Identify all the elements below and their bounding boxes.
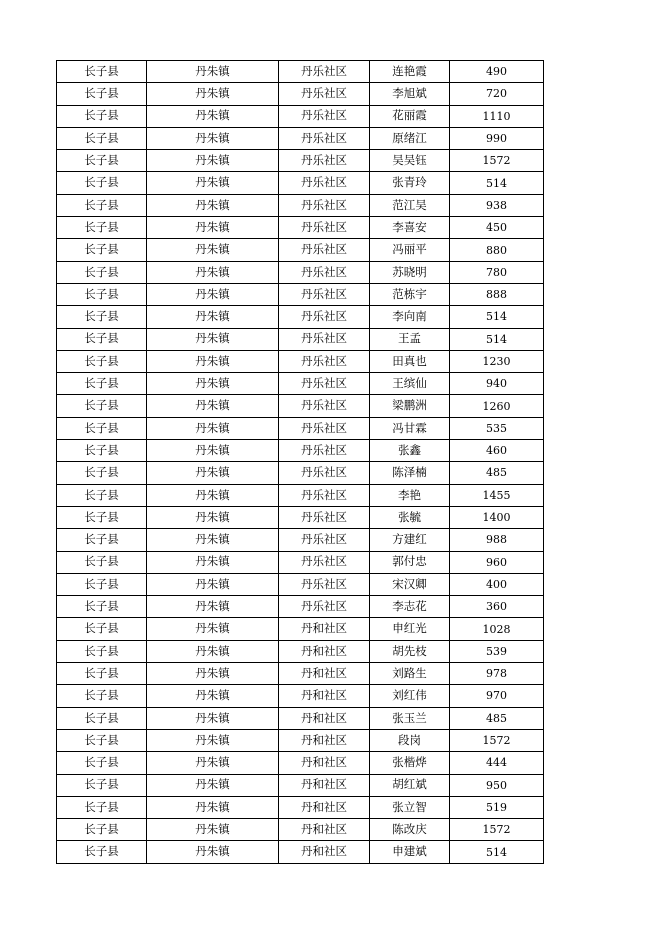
town-cell: 丹朱镇 <box>147 796 279 818</box>
amount-cell: 450 <box>450 217 544 239</box>
county-cell: 长子县 <box>57 261 147 283</box>
county-cell: 长子县 <box>57 462 147 484</box>
name-cell: 冯丽平 <box>370 239 450 261</box>
table-row <box>57 239 544 261</box>
name-cell: 范栋宇 <box>370 283 450 305</box>
community-cell: 丹乐社区 <box>279 596 370 618</box>
community-cell: 丹乐社区 <box>279 261 370 283</box>
table-row <box>57 707 544 729</box>
county-cell: 长子县 <box>57 373 147 395</box>
county-cell: 长子县 <box>57 172 147 194</box>
name-cell: 吴吴钰 <box>370 150 450 172</box>
town-cell: 丹朱镇 <box>147 663 279 685</box>
community-cell: 丹乐社区 <box>279 350 370 372</box>
table-row <box>57 841 544 863</box>
community-cell: 丹和社区 <box>279 685 370 707</box>
table-row <box>57 618 544 640</box>
town-cell: 丹朱镇 <box>147 618 279 640</box>
town-cell: 丹朱镇 <box>147 841 279 863</box>
town-cell: 丹朱镇 <box>147 83 279 105</box>
county-cell: 长子县 <box>57 596 147 618</box>
county-cell: 长子县 <box>57 61 147 83</box>
town-cell: 丹朱镇 <box>147 573 279 595</box>
table-row <box>57 306 544 328</box>
town-cell: 丹朱镇 <box>147 395 279 417</box>
amount-cell: 720 <box>450 83 544 105</box>
table-row <box>57 127 544 149</box>
name-cell: 原绪江 <box>370 127 450 149</box>
community-cell: 丹乐社区 <box>279 306 370 328</box>
town-cell: 丹朱镇 <box>147 529 279 551</box>
community-cell: 丹乐社区 <box>279 506 370 528</box>
county-cell: 长子县 <box>57 573 147 595</box>
name-cell: 方建红 <box>370 529 450 551</box>
amount-cell: 1400 <box>450 506 544 528</box>
name-cell: 宋汉卿 <box>370 573 450 595</box>
town-cell: 丹朱镇 <box>147 551 279 573</box>
community-cell: 丹乐社区 <box>279 417 370 439</box>
table-row <box>57 484 544 506</box>
table-row <box>57 373 544 395</box>
name-cell: 李旭斌 <box>370 83 450 105</box>
name-cell: 申建斌 <box>370 841 450 863</box>
table-row <box>57 105 544 127</box>
community-cell: 丹乐社区 <box>279 150 370 172</box>
name-cell: 苏晓明 <box>370 261 450 283</box>
town-cell: 丹朱镇 <box>147 306 279 328</box>
name-cell: 王孟 <box>370 328 450 350</box>
county-cell: 长子县 <box>57 841 147 863</box>
community-cell: 丹乐社区 <box>279 440 370 462</box>
name-cell: 花丽霞 <box>370 105 450 127</box>
county-cell: 长子县 <box>57 217 147 239</box>
name-cell: 张立智 <box>370 796 450 818</box>
amount-cell: 880 <box>450 239 544 261</box>
county-cell: 长子县 <box>57 395 147 417</box>
county-cell: 长子县 <box>57 328 147 350</box>
table-row <box>57 685 544 707</box>
county-cell: 长子县 <box>57 752 147 774</box>
town-cell: 丹朱镇 <box>147 172 279 194</box>
table-row <box>57 596 544 618</box>
community-cell: 丹乐社区 <box>279 217 370 239</box>
name-cell: 李向南 <box>370 306 450 328</box>
name-cell: 梁鹏洲 <box>370 395 450 417</box>
name-cell: 张楷烨 <box>370 752 450 774</box>
county-cell: 长子县 <box>57 83 147 105</box>
table-row <box>57 819 544 841</box>
county-cell: 长子县 <box>57 150 147 172</box>
name-cell: 郭付忠 <box>370 551 450 573</box>
town-cell: 丹朱镇 <box>147 707 279 729</box>
amount-cell: 490 <box>450 61 544 83</box>
town-cell: 丹朱镇 <box>147 194 279 216</box>
amount-cell: 519 <box>450 796 544 818</box>
amount-cell: 1230 <box>450 350 544 372</box>
table-body <box>57 61 544 864</box>
town-cell: 丹朱镇 <box>147 61 279 83</box>
county-cell: 长子县 <box>57 350 147 372</box>
amount-cell: 978 <box>450 663 544 685</box>
community-cell: 丹乐社区 <box>279 239 370 261</box>
table-row <box>57 417 544 439</box>
name-cell: 李艳 <box>370 484 450 506</box>
amount-cell: 535 <box>450 417 544 439</box>
amount-cell: 1110 <box>450 105 544 127</box>
county-cell: 长子县 <box>57 283 147 305</box>
amount-cell: 938 <box>450 194 544 216</box>
table-row <box>57 796 544 818</box>
amount-cell: 514 <box>450 172 544 194</box>
amount-cell: 960 <box>450 551 544 573</box>
table-row <box>57 261 544 283</box>
town-cell: 丹朱镇 <box>147 328 279 350</box>
town-cell: 丹朱镇 <box>147 596 279 618</box>
table-row <box>57 194 544 216</box>
table-row <box>57 573 544 595</box>
name-cell: 连艳霞 <box>370 61 450 83</box>
town-cell: 丹朱镇 <box>147 729 279 751</box>
town-cell: 丹朱镇 <box>147 685 279 707</box>
amount-cell: 485 <box>450 462 544 484</box>
town-cell: 丹朱镇 <box>147 350 279 372</box>
community-cell: 丹乐社区 <box>279 573 370 595</box>
table-row <box>57 328 544 350</box>
community-cell: 丹乐社区 <box>279 127 370 149</box>
county-cell: 长子县 <box>57 194 147 216</box>
town-cell: 丹朱镇 <box>147 217 279 239</box>
amount-cell: 970 <box>450 685 544 707</box>
town-cell: 丹朱镇 <box>147 752 279 774</box>
name-cell: 张毓 <box>370 506 450 528</box>
table-row <box>57 61 544 83</box>
community-cell: 丹乐社区 <box>279 328 370 350</box>
community-cell: 丹乐社区 <box>279 462 370 484</box>
community-cell: 丹和社区 <box>279 707 370 729</box>
amount-cell: 1028 <box>450 618 544 640</box>
name-cell: 田真也 <box>370 350 450 372</box>
table-row <box>57 663 544 685</box>
amount-cell: 400 <box>450 573 544 595</box>
town-cell: 丹朱镇 <box>147 819 279 841</box>
name-cell: 张青玲 <box>370 172 450 194</box>
amount-cell: 514 <box>450 306 544 328</box>
amount-cell: 360 <box>450 596 544 618</box>
community-cell: 丹和社区 <box>279 618 370 640</box>
name-cell: 李志花 <box>370 596 450 618</box>
table-row <box>57 462 544 484</box>
county-cell: 长子县 <box>57 618 147 640</box>
town-cell: 丹朱镇 <box>147 462 279 484</box>
county-cell: 长子县 <box>57 774 147 796</box>
county-cell: 长子县 <box>57 529 147 551</box>
county-cell: 长子县 <box>57 306 147 328</box>
amount-cell: 990 <box>450 127 544 149</box>
amount-cell: 1572 <box>450 819 544 841</box>
town-cell: 丹朱镇 <box>147 261 279 283</box>
community-cell: 丹乐社区 <box>279 61 370 83</box>
table-row <box>57 283 544 305</box>
name-cell: 陈泽楠 <box>370 462 450 484</box>
community-cell: 丹乐社区 <box>279 551 370 573</box>
amount-cell: 485 <box>450 707 544 729</box>
name-cell: 陈改庆 <box>370 819 450 841</box>
community-cell: 丹乐社区 <box>279 529 370 551</box>
name-cell: 刘路生 <box>370 663 450 685</box>
amount-cell: 1455 <box>450 484 544 506</box>
amount-cell: 988 <box>450 529 544 551</box>
county-cell: 长子县 <box>57 796 147 818</box>
community-cell: 丹乐社区 <box>279 105 370 127</box>
amount-cell: 514 <box>450 841 544 863</box>
town-cell: 丹朱镇 <box>147 373 279 395</box>
county-cell: 长子县 <box>57 239 147 261</box>
community-cell: 丹乐社区 <box>279 484 370 506</box>
community-cell: 丹和社区 <box>279 841 370 863</box>
table-row <box>57 529 544 551</box>
county-cell: 长子县 <box>57 685 147 707</box>
town-cell: 丹朱镇 <box>147 239 279 261</box>
table-row <box>57 83 544 105</box>
community-cell: 丹乐社区 <box>279 83 370 105</box>
amount-cell: 460 <box>450 440 544 462</box>
amount-cell: 940 <box>450 373 544 395</box>
community-cell: 丹乐社区 <box>279 194 370 216</box>
name-cell: 冯甘霖 <box>370 417 450 439</box>
table-row <box>57 551 544 573</box>
table-row <box>57 506 544 528</box>
county-cell: 长子县 <box>57 484 147 506</box>
community-cell: 丹和社区 <box>279 729 370 751</box>
table-row <box>57 150 544 172</box>
table-row <box>57 172 544 194</box>
community-cell: 丹和社区 <box>279 663 370 685</box>
community-cell: 丹和社区 <box>279 752 370 774</box>
community-cell: 丹乐社区 <box>279 373 370 395</box>
table-row <box>57 217 544 239</box>
amount-cell: 950 <box>450 774 544 796</box>
town-cell: 丹朱镇 <box>147 484 279 506</box>
table-row <box>57 729 544 751</box>
table-row <box>57 350 544 372</box>
amount-cell: 539 <box>450 640 544 662</box>
community-cell: 丹和社区 <box>279 819 370 841</box>
name-cell: 张玉兰 <box>370 707 450 729</box>
name-cell: 王缤仙 <box>370 373 450 395</box>
table-row <box>57 752 544 774</box>
town-cell: 丹朱镇 <box>147 150 279 172</box>
county-cell: 长子县 <box>57 551 147 573</box>
community-cell: 丹和社区 <box>279 796 370 818</box>
community-cell: 丹乐社区 <box>279 283 370 305</box>
name-cell: 胡红斌 <box>370 774 450 796</box>
name-cell: 李喜安 <box>370 217 450 239</box>
table-row <box>57 395 544 417</box>
table-row <box>57 640 544 662</box>
amount-cell: 514 <box>450 328 544 350</box>
name-cell: 范江吴 <box>370 194 450 216</box>
county-cell: 长子县 <box>57 707 147 729</box>
county-cell: 长子县 <box>57 440 147 462</box>
amount-cell: 1260 <box>450 395 544 417</box>
county-cell: 长子县 <box>57 417 147 439</box>
name-cell: 申红光 <box>370 618 450 640</box>
town-cell: 丹朱镇 <box>147 105 279 127</box>
town-cell: 丹朱镇 <box>147 774 279 796</box>
table-row <box>57 440 544 462</box>
data-table <box>56 60 544 864</box>
county-cell: 长子县 <box>57 506 147 528</box>
county-cell: 长子县 <box>57 640 147 662</box>
county-cell: 长子县 <box>57 663 147 685</box>
community-cell: 丹乐社区 <box>279 172 370 194</box>
amount-cell: 1572 <box>450 729 544 751</box>
community-cell: 丹和社区 <box>279 640 370 662</box>
town-cell: 丹朱镇 <box>147 283 279 305</box>
amount-cell: 888 <box>450 283 544 305</box>
name-cell: 刘红伟 <box>370 685 450 707</box>
town-cell: 丹朱镇 <box>147 127 279 149</box>
town-cell: 丹朱镇 <box>147 640 279 662</box>
community-cell: 丹乐社区 <box>279 395 370 417</box>
town-cell: 丹朱镇 <box>147 506 279 528</box>
county-cell: 长子县 <box>57 105 147 127</box>
amount-cell: 1572 <box>450 150 544 172</box>
county-cell: 长子县 <box>57 819 147 841</box>
name-cell: 胡先枝 <box>370 640 450 662</box>
amount-cell: 444 <box>450 752 544 774</box>
town-cell: 丹朱镇 <box>147 440 279 462</box>
county-cell: 长子县 <box>57 127 147 149</box>
name-cell: 张鑫 <box>370 440 450 462</box>
table-row <box>57 774 544 796</box>
county-cell: 长子县 <box>57 729 147 751</box>
name-cell: 段岗 <box>370 729 450 751</box>
amount-cell: 780 <box>450 261 544 283</box>
community-cell: 丹和社区 <box>279 774 370 796</box>
town-cell: 丹朱镇 <box>147 417 279 439</box>
